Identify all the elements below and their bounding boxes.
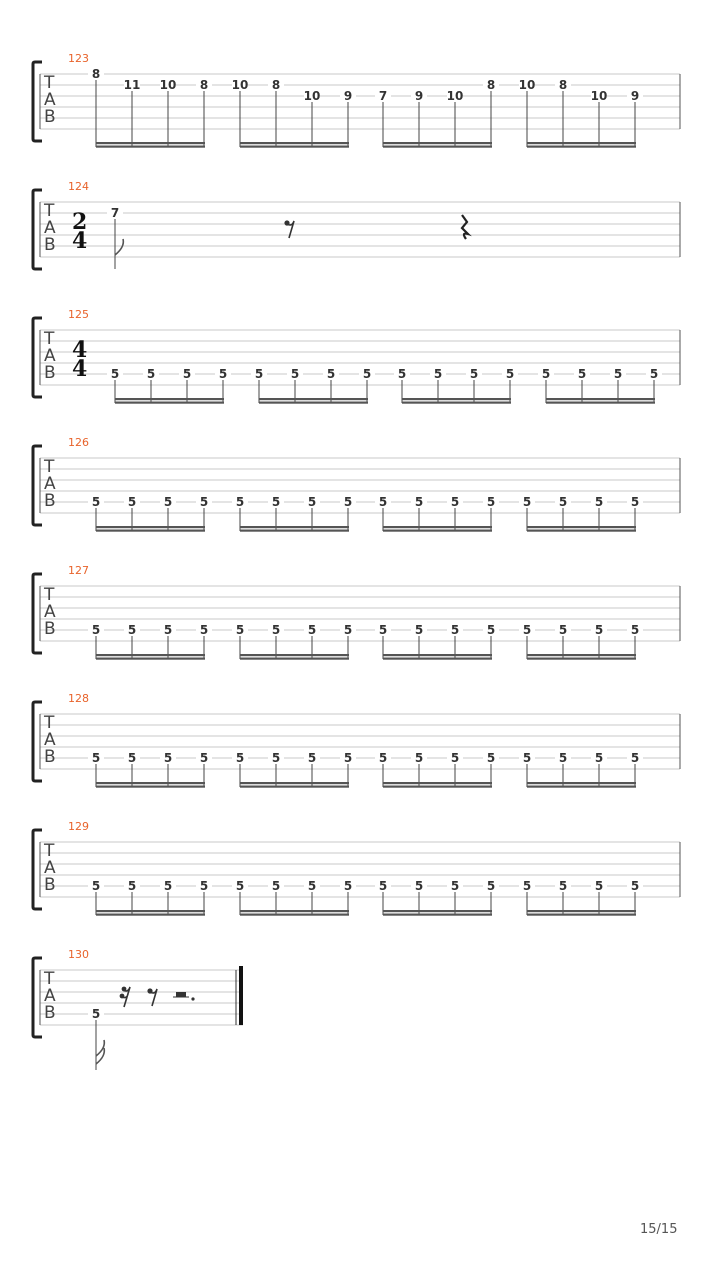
beam-primary bbox=[402, 398, 511, 400]
tab-clef-letter: T bbox=[44, 329, 55, 349]
dotted-half-rest-dot bbox=[191, 997, 194, 1000]
beam-secondary bbox=[546, 402, 655, 404]
fret-number: 5 bbox=[163, 751, 173, 765]
fret-number: 7 bbox=[378, 89, 388, 103]
beam-primary bbox=[96, 526, 205, 528]
fret-number: 5 bbox=[91, 495, 101, 509]
fret-number: 5 bbox=[271, 623, 281, 637]
fret-number: 5 bbox=[397, 367, 407, 381]
beam-primary bbox=[527, 782, 636, 784]
measure-number: 125 bbox=[68, 308, 89, 321]
fret-number: 5 bbox=[450, 495, 460, 509]
fret-number: 5 bbox=[469, 367, 479, 381]
time-signature-numerator: 4 bbox=[72, 337, 88, 363]
beam-secondary bbox=[383, 146, 492, 148]
beam-secondary bbox=[96, 146, 205, 148]
fret-number: 5 bbox=[91, 623, 101, 637]
fret-number: 8 bbox=[486, 78, 496, 92]
fret-number: 8 bbox=[91, 67, 101, 81]
tab-clef-letter: T bbox=[44, 841, 55, 861]
beam-secondary bbox=[383, 530, 492, 532]
fret-number: 5 bbox=[414, 495, 424, 509]
beam-secondary bbox=[527, 786, 636, 788]
beam-primary bbox=[96, 142, 205, 144]
fret-number: 5 bbox=[630, 495, 640, 509]
fret-number: 5 bbox=[630, 879, 640, 893]
measure-number: 128 bbox=[68, 692, 89, 705]
beam-secondary bbox=[115, 402, 224, 404]
note-flag bbox=[96, 1040, 104, 1056]
beam-secondary bbox=[527, 530, 636, 532]
fret-number: 5 bbox=[558, 495, 568, 509]
fret-number: 5 bbox=[630, 623, 640, 637]
fret-number: 5 bbox=[271, 879, 281, 893]
fret-number: 5 bbox=[91, 879, 101, 893]
tab-clef-letter: T bbox=[44, 585, 55, 605]
fret-number: 5 bbox=[594, 623, 604, 637]
fret-number: 5 bbox=[486, 623, 496, 637]
final-barline-thick bbox=[239, 966, 243, 1025]
tab-clef-letter: B bbox=[44, 491, 56, 511]
beam-secondary bbox=[240, 914, 349, 916]
note-flag bbox=[115, 239, 123, 255]
tab-clef-letter: A bbox=[44, 730, 56, 750]
fret-number: 5 bbox=[127, 495, 137, 509]
fret-number: 8 bbox=[199, 78, 209, 92]
tab-clef-letter: B bbox=[44, 619, 56, 639]
tab-clef-letter: A bbox=[44, 986, 56, 1006]
beam-primary bbox=[527, 654, 636, 656]
time-signature-denominator: 4 bbox=[72, 356, 88, 382]
fret-number: 5 bbox=[558, 879, 568, 893]
fret-number: 5 bbox=[199, 623, 209, 637]
fret-number: 5 bbox=[378, 495, 388, 509]
time-signature-numerator: 2 bbox=[72, 209, 88, 235]
fret-number: 5 bbox=[290, 367, 300, 381]
beam-primary bbox=[240, 654, 349, 656]
fret-number: 5 bbox=[613, 367, 623, 381]
fret-number: 5 bbox=[163, 495, 173, 509]
measure-number: 126 bbox=[68, 436, 89, 449]
tab-clef-letter: B bbox=[44, 107, 56, 127]
tab-clef-letter: A bbox=[44, 602, 56, 622]
beam-primary bbox=[383, 782, 492, 784]
fret-number: 5 bbox=[235, 879, 245, 893]
fret-number: 5 bbox=[362, 367, 372, 381]
fret-number: 5 bbox=[414, 879, 424, 893]
fret-number: 7 bbox=[110, 206, 120, 220]
fret-number: 5 bbox=[110, 367, 120, 381]
tab-clef-letter: B bbox=[44, 1003, 56, 1023]
fret-number: 5 bbox=[146, 367, 156, 381]
fret-number: 5 bbox=[199, 751, 209, 765]
fret-number: 5 bbox=[577, 367, 587, 381]
tab-system bbox=[33, 820, 680, 916]
tab-clef-letter: A bbox=[44, 858, 56, 878]
fret-number: 5 bbox=[127, 879, 137, 893]
fret-number: 5 bbox=[127, 751, 137, 765]
fret-number: 5 bbox=[450, 751, 460, 765]
fret-number: 5 bbox=[326, 367, 336, 381]
fret-number: 5 bbox=[414, 623, 424, 637]
fret-number: 5 bbox=[486, 495, 496, 509]
fret-number: 10 bbox=[590, 89, 608, 103]
beam-secondary bbox=[383, 914, 492, 916]
beam-primary bbox=[383, 142, 492, 144]
beam-primary bbox=[527, 526, 636, 528]
fret-number: 5 bbox=[182, 367, 192, 381]
fret-number: 5 bbox=[486, 879, 496, 893]
fret-number: 9 bbox=[343, 89, 353, 103]
fret-number: 5 bbox=[235, 495, 245, 509]
tab-clef-letter: A bbox=[44, 90, 56, 110]
tab-clef-letter: A bbox=[44, 474, 56, 494]
beam-secondary bbox=[527, 146, 636, 148]
fret-number: 5 bbox=[343, 751, 353, 765]
fret-number: 5 bbox=[343, 495, 353, 509]
fret-number: 5 bbox=[235, 751, 245, 765]
fret-number: 5 bbox=[522, 879, 532, 893]
beam-secondary bbox=[259, 402, 368, 404]
fret-number: 5 bbox=[163, 623, 173, 637]
beam-primary bbox=[96, 910, 205, 912]
beam-secondary bbox=[527, 658, 636, 660]
beam-primary bbox=[96, 654, 205, 656]
tab-system bbox=[33, 180, 680, 269]
fret-number: 5 bbox=[433, 367, 443, 381]
fret-number: 5 bbox=[378, 879, 388, 893]
tab-clef-letter: T bbox=[44, 201, 55, 221]
tab-clef-letter: T bbox=[44, 73, 55, 93]
fret-number: 5 bbox=[378, 751, 388, 765]
tab-clef-letter: B bbox=[44, 747, 56, 767]
fret-number: 5 bbox=[343, 623, 353, 637]
fret-number: 5 bbox=[218, 367, 228, 381]
fret-number: 5 bbox=[541, 367, 551, 381]
fret-number: 5 bbox=[91, 1007, 101, 1021]
fret-number: 5 bbox=[378, 623, 388, 637]
fret-number: 5 bbox=[235, 623, 245, 637]
fret-number: 5 bbox=[414, 751, 424, 765]
fret-number: 5 bbox=[307, 495, 317, 509]
beam-secondary bbox=[240, 786, 349, 788]
beam-primary bbox=[383, 654, 492, 656]
tab-clef-letter: T bbox=[44, 969, 55, 989]
beam-secondary bbox=[96, 658, 205, 660]
beam-primary bbox=[96, 782, 205, 784]
fret-number: 11 bbox=[123, 78, 141, 92]
dotted-half-rest bbox=[176, 992, 186, 997]
tab-clef-letter: A bbox=[44, 346, 56, 366]
fret-number: 8 bbox=[271, 78, 281, 92]
fret-number: 5 bbox=[271, 751, 281, 765]
beam-secondary bbox=[240, 530, 349, 532]
fret-number: 10 bbox=[159, 78, 177, 92]
fret-number: 5 bbox=[271, 495, 281, 509]
tab-system bbox=[33, 52, 680, 148]
fret-number: 5 bbox=[307, 751, 317, 765]
fret-number: 8 bbox=[558, 78, 568, 92]
measure-number: 123 bbox=[68, 52, 89, 65]
fret-number: 5 bbox=[450, 623, 460, 637]
fret-number: 5 bbox=[522, 751, 532, 765]
measure-number: 124 bbox=[68, 180, 89, 193]
fret-number: 5 bbox=[307, 623, 317, 637]
beam-secondary bbox=[96, 530, 205, 532]
beam-secondary bbox=[402, 402, 511, 404]
fret-number: 5 bbox=[558, 751, 568, 765]
beam-primary bbox=[527, 910, 636, 912]
fret-number: 5 bbox=[594, 879, 604, 893]
beam-primary bbox=[383, 910, 492, 912]
beam-primary bbox=[259, 398, 368, 400]
fret-number: 5 bbox=[558, 623, 568, 637]
beam-primary bbox=[240, 910, 349, 912]
fret-number: 5 bbox=[163, 879, 173, 893]
fret-number: 5 bbox=[522, 623, 532, 637]
beam-secondary bbox=[96, 914, 205, 916]
beam-primary bbox=[527, 142, 636, 144]
measure-number: 129 bbox=[68, 820, 89, 833]
fret-number: 5 bbox=[199, 495, 209, 509]
beam-primary bbox=[383, 526, 492, 528]
tab-clef-letter: B bbox=[44, 875, 56, 895]
fret-number: 9 bbox=[414, 89, 424, 103]
tab-system bbox=[33, 308, 680, 404]
fret-number: 10 bbox=[231, 78, 249, 92]
tab-clef-letter: A bbox=[44, 218, 56, 238]
beam-secondary bbox=[96, 786, 205, 788]
fret-number: 5 bbox=[505, 367, 515, 381]
fret-number: 5 bbox=[91, 751, 101, 765]
measure-number: 130 bbox=[68, 948, 89, 961]
beam-primary bbox=[240, 526, 349, 528]
fret-number: 5 bbox=[127, 623, 137, 637]
fret-number: 5 bbox=[450, 879, 460, 893]
beam-primary bbox=[240, 142, 349, 144]
fret-number: 5 bbox=[307, 879, 317, 893]
fret-number: 10 bbox=[446, 89, 464, 103]
fret-number: 5 bbox=[594, 751, 604, 765]
fret-number: 5 bbox=[649, 367, 659, 381]
beam-primary bbox=[240, 782, 349, 784]
fret-number: 10 bbox=[518, 78, 536, 92]
tab-clef-letter: B bbox=[44, 363, 56, 383]
fret-number: 5 bbox=[343, 879, 353, 893]
beam-secondary bbox=[240, 146, 349, 148]
tab-system bbox=[33, 948, 243, 1070]
beam-secondary bbox=[383, 658, 492, 660]
tab-clef-letter: T bbox=[44, 457, 55, 477]
beam-secondary bbox=[240, 658, 349, 660]
tab-system bbox=[33, 692, 680, 788]
fret-number: 5 bbox=[486, 751, 496, 765]
fret-number: 5 bbox=[199, 879, 209, 893]
tab-system bbox=[33, 436, 680, 532]
fret-number: 5 bbox=[630, 751, 640, 765]
beam-primary bbox=[115, 398, 224, 400]
fret-number: 9 bbox=[630, 89, 640, 103]
tab-clef-letter: T bbox=[44, 713, 55, 733]
beam-secondary bbox=[527, 914, 636, 916]
fret-number: 10 bbox=[303, 89, 321, 103]
fret-number: 5 bbox=[254, 367, 264, 381]
page-number: 15/15 bbox=[640, 1222, 678, 1237]
measure-number: 127 bbox=[68, 564, 89, 577]
time-signature-denominator: 4 bbox=[72, 228, 88, 254]
beam-secondary bbox=[383, 786, 492, 788]
beam-primary bbox=[546, 398, 655, 400]
tab-system bbox=[33, 564, 680, 660]
tab-clef-letter: B bbox=[44, 235, 56, 255]
fret-number: 5 bbox=[522, 495, 532, 509]
fret-number: 5 bbox=[594, 495, 604, 509]
